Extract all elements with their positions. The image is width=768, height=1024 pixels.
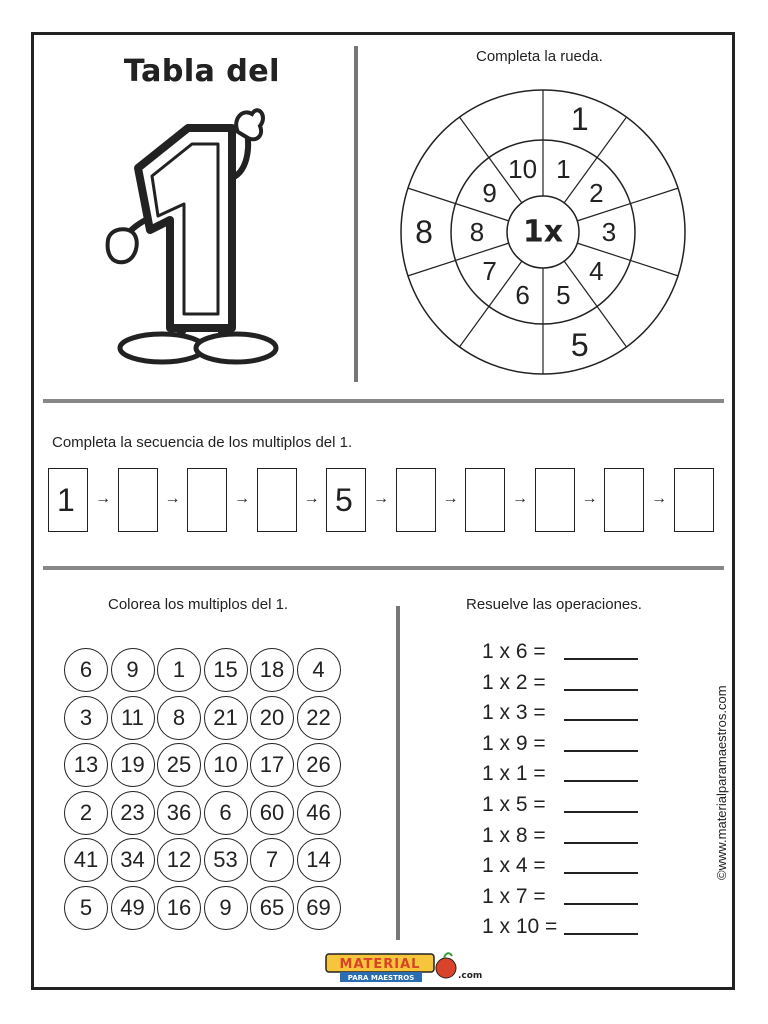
operations-list [482,640,652,950]
sequence-box[interactable] [118,468,158,532]
wheel-outer-number: 8 [415,214,433,250]
wheel-inner-number: 3 [601,217,617,247]
sequence-box[interactable] [535,468,575,532]
number-circle[interactable]: 25 [157,743,201,787]
logo-graphic [324,950,483,984]
top-divider-vertical [354,46,358,382]
number-circle[interactable]: 34 [111,838,155,882]
operation-label: 1 x 3 = [482,701,546,725]
number-circle[interactable]: 19 [111,743,155,787]
wheel-inner-number: 10 [508,154,538,185]
sequence-box: 5 [326,468,366,532]
wheel-inner-number: 5 [556,279,571,310]
number-circle[interactable]: 49 [111,886,155,930]
sequence-arrow-icon: → [512,490,528,507]
number-circle[interactable]: 20 [250,696,294,740]
operation-label: 1 x 7 = [482,884,546,908]
sequence-arrow-icon: → [303,490,320,507]
sequence-box[interactable] [257,468,297,532]
number-circle[interactable]: 8 [157,696,201,740]
wheel-inner-number: 7 [482,255,497,286]
sequence-box[interactable] [465,468,505,532]
wheel-center-label: 1x [522,214,564,250]
number-circle[interactable]: 69 [297,886,341,930]
answer-line[interactable] [564,872,638,874]
number-circle[interactable]: 6 [64,648,108,692]
wheel-inner-number: 6 [515,279,530,310]
number-circle[interactable]: 5 [64,886,108,930]
sequence-box[interactable] [674,468,714,532]
sequence-row [48,468,728,538]
operation-label: 1 x 1 = [482,762,546,786]
sequence-box[interactable] [396,468,436,532]
bottom-divider-vertical [396,606,400,940]
number-circle[interactable]: 46 [297,791,341,835]
number-circle[interactable]: 6 [204,791,248,835]
website-credit: ©www.materialparamaestros.com [714,685,729,880]
svg-text:PARA MAESTROS: PARA MAESTROS [347,974,415,982]
number-circle[interactable]: 9 [204,886,248,930]
wheel-instruction: Completa la rueda. [476,48,603,65]
brand-logo [324,950,483,984]
sequence-box[interactable] [604,468,644,532]
operation-label: 1 x 6 = [482,640,546,663]
section-divider-2 [43,566,724,570]
operation-label: 1 x 4 = [482,854,546,878]
number-circle[interactable]: 26 [297,743,341,787]
answer-line[interactable] [564,719,638,721]
number-circle[interactable]: 36 [157,791,201,835]
answer-line[interactable] [564,933,638,935]
number-circle[interactable]: 11 [111,696,155,740]
number-circle[interactable]: 23 [111,791,155,835]
number-circle[interactable]: 65 [250,886,294,930]
number-circle[interactable]: 21 [204,696,248,740]
number-circle[interactable]: 13 [64,743,108,787]
sequence-arrow-icon: → [651,490,667,507]
answer-line[interactable] [564,780,638,782]
sequence-arrow-icon: → [234,490,250,507]
answer-line[interactable] [564,750,638,752]
multiplication-wheel [400,84,690,380]
operations-instruction: Resuelve las operaciones. [466,596,642,613]
number-circle[interactable]: 18 [250,648,294,692]
sequence-box[interactable] [187,468,227,532]
operation-label: 1 x 9 = [482,731,546,755]
number-circle[interactable]: 41 [64,838,108,882]
operation-label: 1 x 10 = [482,915,558,939]
number-circle[interactable]: 2 [64,791,108,835]
sequence-arrow-icon: → [581,490,598,507]
operation-label: 1 x 5 = [482,793,546,816]
number-circle[interactable]: 15 [204,648,248,692]
section-divider-1 [43,399,724,403]
wheel-inner-number: 1 [556,154,571,185]
number-circle[interactable]: 7 [250,838,294,882]
operation-label: 1 x 2 = [482,670,546,694]
sequence-arrow-icon: → [442,490,459,507]
answer-line[interactable] [564,689,638,691]
number-circle[interactable]: 16 [157,886,201,930]
answer-line[interactable] [564,658,638,660]
operation-label: 1 x 8 = [482,823,546,847]
svg-text:MATERIAL: MATERIAL [339,957,421,972]
wheel-inner-number: 8 [469,217,485,247]
number-circle[interactable]: 4 [297,648,341,692]
svg-text:.com: .com [458,971,483,981]
coloring-instruction: Colorea los multiplos del 1. [108,596,289,613]
wheel-inner-number: 4 [589,255,604,286]
answer-line[interactable] [564,811,638,813]
wheel-outer-number: 1 [570,100,589,137]
number-circle[interactable]: 53 [204,838,248,882]
wheel-inner-number: 9 [482,178,497,209]
wheel-inner-number: 2 [589,178,604,209]
number-circle[interactable]: 22 [297,696,341,740]
number-one-character-illustration [100,100,300,370]
answer-line[interactable] [564,842,638,844]
number-circle[interactable]: 9 [111,648,155,692]
coloring-grid [64,648,354,938]
number-circle[interactable]: 14 [297,838,341,882]
number-circle[interactable]: 3 [64,696,108,740]
wheel-outer-number: 5 [570,327,589,364]
sequence-arrow-icon: → [164,490,181,507]
sequence-instruction: Completa la secuencia de los multiplos del 1. [52,434,353,451]
sequence-box: 1 [48,468,88,532]
number-circle[interactable]: 12 [157,838,201,882]
sequence-arrow-icon: → [373,490,389,507]
number-circle[interactable]: 17 [250,743,294,787]
page-title: Tabla del [124,54,280,89]
answer-line[interactable] [564,903,638,905]
number-circle[interactable]: 1 [157,648,201,692]
number-circle[interactable]: 10 [204,743,248,787]
sequence-arrow-icon: → [95,490,111,507]
number-circle[interactable]: 60 [250,791,294,835]
